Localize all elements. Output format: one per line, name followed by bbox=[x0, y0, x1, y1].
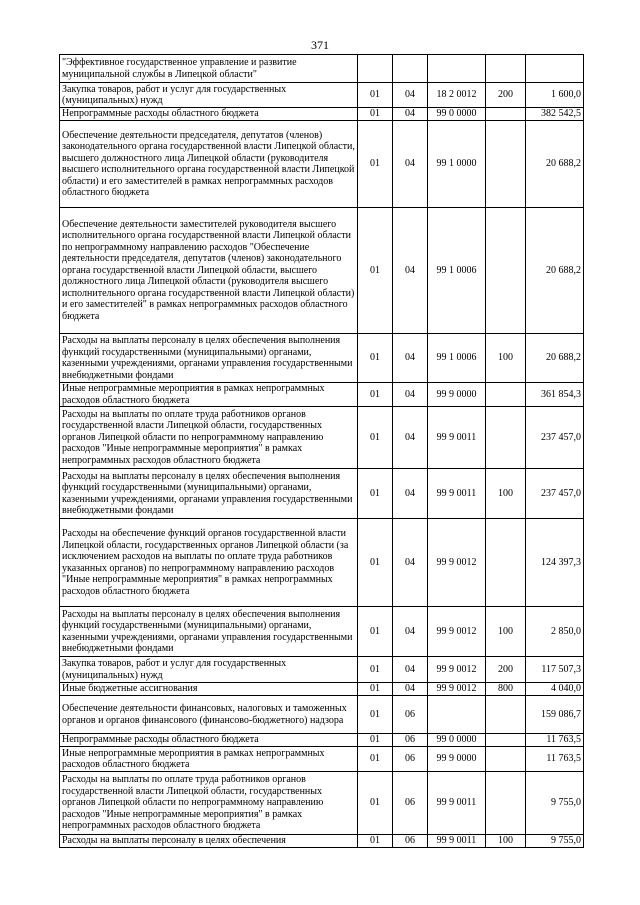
subsection-code-cell: 04 bbox=[393, 383, 428, 407]
section-code-cell: 01 bbox=[358, 121, 393, 208]
subsection-code-cell: 04 bbox=[393, 83, 428, 108]
expense-type-cell bbox=[486, 383, 526, 407]
expense-name-cell: Расходы на выплаты персоналу в целях обеспечения выполнения функций государственными (муниципальными) органами, казенными учреждениями, органами управления государственными внебюджетными фондами bbox=[60, 469, 358, 519]
expense-type-cell bbox=[486, 55, 526, 83]
target-article-cell: 99 0 0000 bbox=[428, 734, 486, 747]
expense-type-cell bbox=[486, 772, 526, 835]
target-article-cell: 99 9 0012 bbox=[428, 519, 486, 607]
table-row bbox=[60, 734, 584, 747]
section-code-cell: 01 bbox=[358, 657, 393, 683]
expense-type-cell bbox=[486, 696, 526, 734]
section-code-cell: 01 bbox=[358, 108, 393, 121]
table-row bbox=[60, 683, 584, 696]
subsection-code-cell: 06 bbox=[393, 734, 428, 747]
expense-name-cell: Иные непрограммные мероприятия в рамках непрограммных расходов областного бюджета bbox=[60, 383, 358, 407]
target-article-cell: 99 9 0011 bbox=[428, 469, 486, 519]
target-article-cell: 99 9 0000 bbox=[428, 383, 486, 407]
expense-name-cell: Непрограммные расходы областного бюджета bbox=[60, 734, 358, 747]
expense-type-cell bbox=[486, 734, 526, 747]
expense-name-cell: Расходы на выплаты персоналу в целях обеспечения выполнения функций государственными (муниципальными) органами, казенными учреждениями, органами управления государственными внебюджетными фондами bbox=[60, 334, 358, 383]
subsection-code-cell: 04 bbox=[393, 121, 428, 208]
table-row bbox=[60, 607, 584, 657]
subsection-code-cell: 04 bbox=[393, 607, 428, 657]
expense-type-cell: 100 bbox=[486, 835, 526, 848]
expense-name-cell: Непрограммные расходы областного бюджета bbox=[60, 108, 358, 121]
amount-cell: 117 507,3 bbox=[526, 657, 584, 683]
target-article-cell: 99 0 0000 bbox=[428, 108, 486, 121]
subsection-code-cell: 04 bbox=[393, 469, 428, 519]
expense-name-cell: Обеспечение деятельности финансовых, налоговых и таможенных органов и органов финансового (финансово-бюджетного) надзора bbox=[60, 696, 358, 734]
section-code-cell: 01 bbox=[358, 383, 393, 407]
expense-type-cell: 200 bbox=[486, 657, 526, 683]
subsection-code-cell: 06 bbox=[393, 772, 428, 835]
amount-cell: 20 688,2 bbox=[526, 334, 584, 383]
expense-name-cell: Обеспечение деятельности председателя, депутатов (членов) законодательного органа государственной власти Липецкой области, высшего должностного лица Липецкой области (руководителя высшего исполнительного органа государственной власти Липецкой области) и его заместителей в рамках непрограммных расходов областного бюджета bbox=[60, 121, 358, 208]
target-article-cell: 99 9 0011 bbox=[428, 772, 486, 835]
page-number: 371 bbox=[311, 38, 329, 52]
expense-type-cell: 100 bbox=[486, 607, 526, 657]
section-code-cell: 01 bbox=[358, 734, 393, 747]
expense-name-cell: Расходы на выплаты по оплате труда работников органов государственной власти Липецкой области, государственных органов Липецкой области по непрограммному направлению расходов "Иные непрограммные мероприятия" в рамках непрограммных расходов областного бюджета bbox=[60, 407, 358, 469]
section-code-cell: 01 bbox=[358, 835, 393, 848]
section-code-cell: 01 bbox=[358, 519, 393, 607]
expense-type-cell bbox=[486, 519, 526, 607]
expense-type-cell: 200 bbox=[486, 83, 526, 108]
section-code-cell: 01 bbox=[358, 772, 393, 835]
subsection-code-cell: 04 bbox=[393, 208, 428, 334]
subsection-code-cell: 04 bbox=[393, 683, 428, 696]
expense-name-cell: Иные бюджетные ассигнования bbox=[60, 683, 358, 696]
expense-name-cell: "Эффективное государственное управление и развитие муниципальной службы в Липецкой области" bbox=[60, 55, 358, 83]
section-code-cell: 01 bbox=[358, 334, 393, 383]
target-article-cell bbox=[428, 55, 486, 83]
amount-cell: 2 850,0 bbox=[526, 607, 584, 657]
table-row bbox=[60, 835, 584, 848]
expense-name-cell: Обеспечение деятельности заместителей руководителя высшего исполнительного органа государственной власти Липецкой области по непрограммному направлению расходов "Обеспечение деятельности председателя, депутатов (членов) законодательного органа государственной власти Липецкой области, высшего должностного лица Липецкой области (руководителя высшего исполнительного органа государственной власти Липецкой области) и его заместителей" в рамках непрограммных расходов областного бюджета bbox=[60, 208, 358, 334]
table-row bbox=[60, 696, 584, 734]
expense-type-cell bbox=[486, 407, 526, 469]
table-row bbox=[60, 334, 584, 383]
section-code-cell: 01 bbox=[358, 83, 393, 108]
expense-name-cell: Закупка товаров, работ и услуг для государственных (муниципальных) нужд bbox=[60, 83, 358, 108]
table-row bbox=[60, 469, 584, 519]
table-row bbox=[60, 83, 584, 108]
table-row bbox=[60, 208, 584, 334]
section-code-cell: 01 bbox=[358, 747, 393, 772]
expense-type-cell: 100 bbox=[486, 469, 526, 519]
expense-name-cell: Расходы на выплаты по оплате труда работников органов государственной власти Липецкой области, государственных органов Липецкой области по непрограммному направлению расходов "Иные непрограммные мероприятия" в рамках непрограммных расходов областного бюджета bbox=[60, 772, 358, 835]
amount-cell: 159 086,7 bbox=[526, 696, 584, 734]
expense-type-cell bbox=[486, 747, 526, 772]
subsection-code-cell bbox=[393, 55, 428, 83]
amount-cell: 9 755,0 bbox=[526, 835, 584, 848]
subsection-code-cell: 06 bbox=[393, 747, 428, 772]
expense-name-cell: Закупка товаров, работ и услуг для государственных (муниципальных) нужд bbox=[60, 657, 358, 683]
section-code-cell: 01 bbox=[358, 683, 393, 696]
budget-table-body bbox=[60, 55, 584, 848]
table-row bbox=[60, 108, 584, 121]
amount-cell: 382 542,5 bbox=[526, 108, 584, 121]
amount-cell: 9 755,0 bbox=[526, 772, 584, 835]
section-code-cell: 01 bbox=[358, 696, 393, 734]
subsection-code-cell: 06 bbox=[393, 835, 428, 848]
expense-name-cell: Иные непрограммные мероприятия в рамках непрограммных расходов областного бюджета bbox=[60, 747, 358, 772]
amount-cell: 11 763,5 bbox=[526, 747, 584, 772]
target-article-cell: 99 1 0006 bbox=[428, 208, 486, 334]
amount-cell: 124 397,3 bbox=[526, 519, 584, 607]
table-row bbox=[60, 747, 584, 772]
budget-table bbox=[59, 54, 584, 848]
table-row bbox=[60, 55, 584, 83]
amount-cell: 20 688,2 bbox=[526, 121, 584, 208]
table-row bbox=[60, 383, 584, 407]
amount-cell: 4 040,0 bbox=[526, 683, 584, 696]
amount-cell: 361 854,3 bbox=[526, 383, 584, 407]
target-article-cell bbox=[428, 696, 486, 734]
amount-cell bbox=[526, 55, 584, 83]
target-article-cell: 99 9 0012 bbox=[428, 683, 486, 696]
section-code-cell: 01 bbox=[358, 469, 393, 519]
target-article-cell: 99 9 0000 bbox=[428, 747, 486, 772]
expense-type-cell bbox=[486, 108, 526, 121]
target-article-cell: 99 1 0006 bbox=[428, 334, 486, 383]
amount-cell: 237 457,0 bbox=[526, 469, 584, 519]
table-row bbox=[60, 657, 584, 683]
expense-type-cell: 100 bbox=[486, 334, 526, 383]
amount-cell: 11 763,5 bbox=[526, 734, 584, 747]
target-article-cell: 99 1 0000 bbox=[428, 121, 486, 208]
subsection-code-cell: 06 bbox=[393, 696, 428, 734]
target-article-cell: 99 9 0011 bbox=[428, 407, 486, 469]
expense-name-cell: Расходы на выплаты персоналу в целях обеспечения выполнения функций государственными (муниципальными) органами, казенными учреждениями, органами управления государственными внебюджетными фондами bbox=[60, 607, 358, 657]
subsection-code-cell: 04 bbox=[393, 108, 428, 121]
amount-cell: 20 688,2 bbox=[526, 208, 584, 334]
table-row bbox=[60, 519, 584, 607]
target-article-cell: 99 9 0011 bbox=[428, 835, 486, 848]
subsection-code-cell: 04 bbox=[393, 657, 428, 683]
table-row bbox=[60, 772, 584, 835]
table-row bbox=[60, 407, 584, 469]
amount-cell: 237 457,0 bbox=[526, 407, 584, 469]
subsection-code-cell: 04 bbox=[393, 407, 428, 469]
section-code-cell: 01 bbox=[358, 208, 393, 334]
section-code-cell: 01 bbox=[358, 607, 393, 657]
target-article-cell: 18 2 0012 bbox=[428, 83, 486, 108]
expense-name-cell: Расходы на обеспечение функций органов государственной власти Липецкой области, государственных органов Липецкой области (за исключением расходов на выплаты по оплате труда работников указанных органов) по непрограммному направлению расходов "Иные непрограммные мероприятия" в рамках непрограммных расходов областного бюджета bbox=[60, 519, 358, 607]
target-article-cell: 99 9 0012 bbox=[428, 607, 486, 657]
expense-name-cell: Расходы на выплаты персоналу в целях обеспечения bbox=[60, 835, 358, 848]
section-code-cell: 01 bbox=[358, 407, 393, 469]
amount-cell: 1 600,0 bbox=[526, 83, 584, 108]
expense-type-cell bbox=[486, 208, 526, 334]
expense-type-cell: 800 bbox=[486, 683, 526, 696]
target-article-cell: 99 9 0012 bbox=[428, 657, 486, 683]
subsection-code-cell: 04 bbox=[393, 334, 428, 383]
section-code-cell bbox=[358, 55, 393, 83]
table-row bbox=[60, 121, 584, 208]
expense-type-cell bbox=[486, 121, 526, 208]
subsection-code-cell: 04 bbox=[393, 519, 428, 607]
